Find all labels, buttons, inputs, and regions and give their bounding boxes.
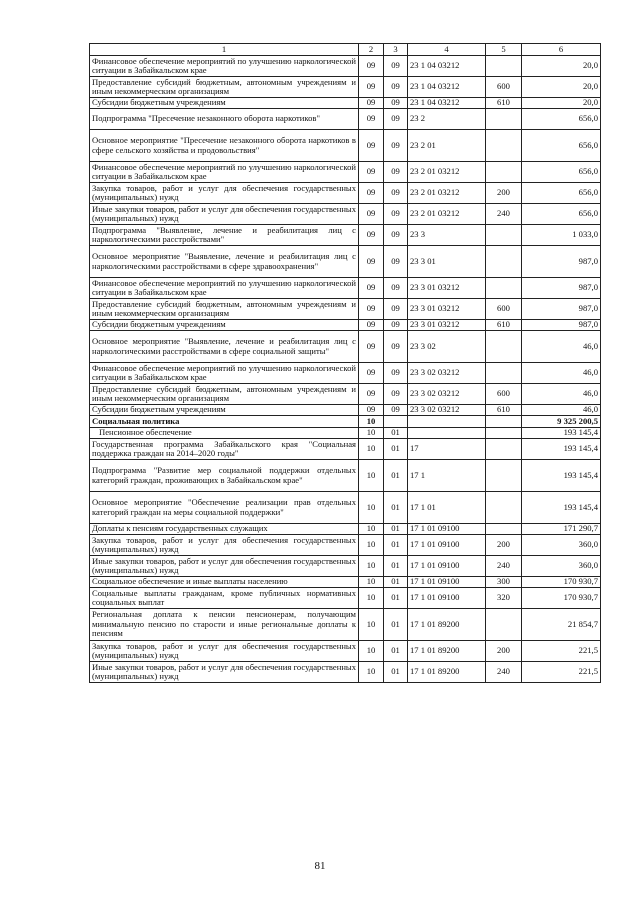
target-article-cell: 23 3 02 bbox=[408, 331, 486, 363]
target-article-cell: 23 2 01 03212 bbox=[408, 162, 486, 183]
amount-cell: 1 033,0 bbox=[522, 225, 601, 246]
row-name-cell: Социальное обеспечение и иные выплаты населению bbox=[90, 577, 359, 588]
section-code-cell: 09 bbox=[359, 363, 384, 384]
row-name-cell: Финансовое обеспечение мероприятий по улучшению наркологической ситуации в Забайкальском крае bbox=[90, 56, 359, 77]
expense-type-cell: 610 bbox=[486, 320, 522, 331]
table-row bbox=[90, 204, 601, 225]
table-row bbox=[90, 662, 601, 683]
expense-type-cell bbox=[486, 492, 522, 524]
subsection-code-cell: 09 bbox=[384, 405, 408, 416]
section-code-cell: 09 bbox=[359, 77, 384, 98]
table-row bbox=[90, 384, 601, 405]
row-name-cell: Иные закупки товаров, работ и услуг для обеспечения государственных (муниципальных) нужд bbox=[90, 204, 359, 225]
section-code-cell: 10 bbox=[359, 492, 384, 524]
target-article-cell: 23 3 01 bbox=[408, 246, 486, 278]
target-article-cell bbox=[408, 428, 486, 439]
expense-type-cell bbox=[486, 278, 522, 299]
section-code-cell: 09 bbox=[359, 98, 384, 109]
section-code-cell: 10 bbox=[359, 535, 384, 556]
subsection-code-cell: 01 bbox=[384, 439, 408, 460]
header-cell: 4 bbox=[408, 44, 486, 56]
subsection-code-cell: 09 bbox=[384, 204, 408, 225]
row-name-cell: Основное мероприятие "Пресечение незаконного оборота наркотиков в сфере сельского хозяйства и продовольствия" bbox=[90, 130, 359, 162]
section-code-cell: 09 bbox=[359, 246, 384, 278]
row-name-cell: Подпрограмма "Выявление, лечение и реабилитация лиц с наркологическими расстройствами" bbox=[90, 225, 359, 246]
subsection-code-cell: 09 bbox=[384, 384, 408, 405]
table-row bbox=[90, 460, 601, 492]
expense-type-cell bbox=[486, 331, 522, 363]
row-name-cell: Основное мероприятие "Выявление, лечение и реабилитация лиц с наркологическими расстройствами в сфере социальной защиты" bbox=[90, 331, 359, 363]
target-article-cell: 23 2 01 bbox=[408, 130, 486, 162]
expense-type-cell bbox=[486, 460, 522, 492]
target-article-cell bbox=[408, 416, 486, 428]
table-row bbox=[90, 77, 601, 98]
amount-cell: 987,0 bbox=[522, 246, 601, 278]
subsection-code-cell: 09 bbox=[384, 162, 408, 183]
table-row bbox=[90, 641, 601, 662]
amount-cell: 221,5 bbox=[522, 662, 601, 683]
row-name-cell: Социальные выплаты гражданам, кроме публичных нормативных социальных выплат bbox=[90, 588, 359, 609]
target-article-cell: 17 1 01 89200 bbox=[408, 662, 486, 683]
table-row bbox=[90, 109, 601, 130]
table-row bbox=[90, 492, 601, 524]
amount-cell: 987,0 bbox=[522, 320, 601, 331]
amount-cell: 193 145,4 bbox=[522, 460, 601, 492]
table-row bbox=[90, 130, 601, 162]
section-code-cell: 10 bbox=[359, 428, 384, 439]
subsection-code-cell: 09 bbox=[384, 225, 408, 246]
amount-cell: 20,0 bbox=[522, 56, 601, 77]
target-article-cell: 17 1 01 bbox=[408, 492, 486, 524]
amount-cell: 9 325 200,5 bbox=[522, 416, 601, 428]
amount-cell: 170 930,7 bbox=[522, 588, 601, 609]
subsection-code-cell: 01 bbox=[384, 524, 408, 535]
subsection-code-cell: 01 bbox=[384, 556, 408, 577]
section-code-cell: 09 bbox=[359, 299, 384, 320]
row-name-cell: Субсидии бюджетным учреждениям bbox=[90, 405, 359, 416]
amount-cell: 46,0 bbox=[522, 405, 601, 416]
expense-type-cell bbox=[486, 363, 522, 384]
table-row bbox=[90, 609, 601, 641]
section-code-cell: 09 bbox=[359, 331, 384, 363]
target-article-cell: 23 2 bbox=[408, 109, 486, 130]
subsection-code-cell: 01 bbox=[384, 577, 408, 588]
target-article-cell: 23 2 01 03212 bbox=[408, 204, 486, 225]
target-article-cell: 23 1 04 03212 bbox=[408, 77, 486, 98]
amount-cell: 656,0 bbox=[522, 204, 601, 225]
amount-cell: 170 930,7 bbox=[522, 577, 601, 588]
amount-cell: 360,0 bbox=[522, 535, 601, 556]
table-row bbox=[90, 524, 601, 535]
section-code-cell: 09 bbox=[359, 225, 384, 246]
expense-type-cell: 600 bbox=[486, 299, 522, 320]
section-code-cell: 09 bbox=[359, 183, 384, 204]
table-row bbox=[90, 278, 601, 299]
subsection-code-cell: 01 bbox=[384, 609, 408, 641]
row-name-cell: Субсидии бюджетным учреждениям bbox=[90, 320, 359, 331]
section-code-cell: 10 bbox=[359, 416, 384, 428]
expense-type-cell bbox=[486, 439, 522, 460]
page-number: 81 bbox=[314, 860, 326, 872]
target-article-cell: 17 1 01 09100 bbox=[408, 524, 486, 535]
row-name-cell: Региональная доплата к пенсии пенсионерам, получающим минимальную пенсию по старости и иные региональные доплаты к пенсиям bbox=[90, 609, 359, 641]
row-name-cell: Основное мероприятие "Обеспечение реализации прав отдельных категорий граждан на меры социальной поддержки" bbox=[90, 492, 359, 524]
amount-cell: 193 145,4 bbox=[522, 428, 601, 439]
expense-type-cell bbox=[486, 416, 522, 428]
subsection-code-cell: 01 bbox=[384, 460, 408, 492]
row-name-cell: Основное мероприятие "Выявление, лечение и реабилитация лиц с наркологическими расстройствами в сфере здравоохранения" bbox=[90, 246, 359, 278]
row-name-cell: Подпрограмма "Пресечение незаконного оборота наркотиков" bbox=[90, 109, 359, 130]
table-row bbox=[90, 416, 601, 428]
table-row bbox=[90, 577, 601, 588]
section-code-cell: 10 bbox=[359, 556, 384, 577]
amount-cell: 656,0 bbox=[522, 183, 601, 204]
amount-cell: 656,0 bbox=[522, 109, 601, 130]
section-code-cell: 09 bbox=[359, 384, 384, 405]
amount-cell: 46,0 bbox=[522, 363, 601, 384]
subsection-code-cell: 09 bbox=[384, 98, 408, 109]
expense-type-cell: 240 bbox=[486, 556, 522, 577]
table-row bbox=[90, 535, 601, 556]
amount-cell: 221,5 bbox=[522, 641, 601, 662]
section-code-cell: 10 bbox=[359, 662, 384, 683]
section-code-cell: 10 bbox=[359, 460, 384, 492]
amount-cell: 987,0 bbox=[522, 299, 601, 320]
table-row bbox=[90, 56, 601, 77]
section-code-cell: 09 bbox=[359, 320, 384, 331]
row-name-cell: Иные закупки товаров, работ и услуг для обеспечения государственных (муниципальных) нужд bbox=[90, 556, 359, 577]
section-code-cell: 10 bbox=[359, 439, 384, 460]
target-article-cell: 23 3 bbox=[408, 225, 486, 246]
subsection-code-cell: 01 bbox=[384, 535, 408, 556]
target-article-cell: 23 3 01 03212 bbox=[408, 320, 486, 331]
section-code-cell: 09 bbox=[359, 204, 384, 225]
row-name-cell: Иные закупки товаров, работ и услуг для обеспечения государственных (муниципальных) нужд bbox=[90, 662, 359, 683]
amount-cell: 21 854,7 bbox=[522, 609, 601, 641]
row-name-cell: Субсидии бюджетным учреждениям bbox=[90, 98, 359, 109]
table-row bbox=[90, 98, 601, 109]
target-article-cell: 23 3 02 03212 bbox=[408, 405, 486, 416]
header-row bbox=[90, 44, 601, 56]
section-code-cell: 10 bbox=[359, 524, 384, 535]
expense-type-cell: 240 bbox=[486, 204, 522, 225]
target-article-cell: 17 1 01 09100 bbox=[408, 577, 486, 588]
expense-type-cell: 610 bbox=[486, 405, 522, 416]
table-row bbox=[90, 428, 601, 439]
row-name-cell: Предоставление субсидий бюджетным, автономным учреждениям и иным некоммерческим организациям bbox=[90, 77, 359, 98]
expense-type-cell: 200 bbox=[486, 535, 522, 556]
section-code-cell: 09 bbox=[359, 109, 384, 130]
row-name-cell: Закупка товаров, работ и услуг для обеспечения государственных (муниципальных) нужд bbox=[90, 535, 359, 556]
section-code-cell: 09 bbox=[359, 405, 384, 416]
row-name-cell: Предоставление субсидий бюджетным, автономным учреждениям и иным некоммерческим организациям bbox=[90, 384, 359, 405]
amount-cell: 656,0 bbox=[522, 162, 601, 183]
expense-type-cell: 610 bbox=[486, 98, 522, 109]
table-row bbox=[90, 225, 601, 246]
expense-type-cell: 200 bbox=[486, 183, 522, 204]
row-name-cell: Финансовое обеспечение мероприятий по улучшению наркологической ситуации в Забайкальском крае bbox=[90, 278, 359, 299]
budget-table bbox=[89, 43, 601, 683]
expense-type-cell bbox=[486, 162, 522, 183]
section-code-cell: 09 bbox=[359, 130, 384, 162]
subsection-code-cell: 09 bbox=[384, 183, 408, 204]
subsection-code-cell: 01 bbox=[384, 662, 408, 683]
expense-type-cell bbox=[486, 428, 522, 439]
target-article-cell: 17 1 01 09100 bbox=[408, 535, 486, 556]
target-article-cell: 23 1 04 03212 bbox=[408, 56, 486, 77]
amount-cell: 193 145,4 bbox=[522, 492, 601, 524]
subsection-code-cell: 01 bbox=[384, 588, 408, 609]
subsection-code-cell: 09 bbox=[384, 363, 408, 384]
section-code-cell: 09 bbox=[359, 56, 384, 77]
expense-type-cell: 600 bbox=[486, 384, 522, 405]
expense-type-cell: 200 bbox=[486, 641, 522, 662]
subsection-code-cell: 09 bbox=[384, 246, 408, 278]
subsection-code-cell: 01 bbox=[384, 492, 408, 524]
amount-cell: 171 290,7 bbox=[522, 524, 601, 535]
section-code-cell: 10 bbox=[359, 588, 384, 609]
subsection-code-cell: 09 bbox=[384, 278, 408, 299]
amount-cell: 656,0 bbox=[522, 130, 601, 162]
target-article-cell: 23 3 01 03212 bbox=[408, 278, 486, 299]
table-row bbox=[90, 299, 601, 320]
row-name-cell: Пенсионное обеспечение bbox=[90, 428, 359, 439]
table-row bbox=[90, 183, 601, 204]
amount-cell: 193 145,4 bbox=[522, 439, 601, 460]
table-row bbox=[90, 405, 601, 416]
expense-type-cell bbox=[486, 109, 522, 130]
header-cell: 6 bbox=[522, 44, 601, 56]
target-article-cell: 23 3 01 03212 bbox=[408, 299, 486, 320]
amount-cell: 20,0 bbox=[522, 98, 601, 109]
expense-type-cell bbox=[486, 56, 522, 77]
expense-type-cell: 600 bbox=[486, 77, 522, 98]
row-name-cell: Государственная программа Забайкальского края "Социальная поддержка граждан на 2014–2020 годы" bbox=[90, 439, 359, 460]
section-code-cell: 10 bbox=[359, 577, 384, 588]
row-name-cell: Финансовое обеспечение мероприятий по улучшению наркологической ситуации в Забайкальском крае bbox=[90, 162, 359, 183]
target-article-cell: 17 1 01 89200 bbox=[408, 641, 486, 662]
section-code-cell: 09 bbox=[359, 278, 384, 299]
target-article-cell: 23 2 01 03212 bbox=[408, 183, 486, 204]
row-name-cell: Закупка товаров, работ и услуг для обеспечения государственных (муниципальных) нужд bbox=[90, 641, 359, 662]
subsection-code-cell: 09 bbox=[384, 130, 408, 162]
subsection-code-cell: 01 bbox=[384, 428, 408, 439]
target-article-cell: 17 1 01 09100 bbox=[408, 556, 486, 577]
amount-cell: 46,0 bbox=[522, 331, 601, 363]
table-row bbox=[90, 162, 601, 183]
section-code-cell: 10 bbox=[359, 609, 384, 641]
section-code-cell: 10 bbox=[359, 641, 384, 662]
expense-type-cell: 300 bbox=[486, 577, 522, 588]
table-row bbox=[90, 246, 601, 278]
expense-type-cell bbox=[486, 225, 522, 246]
subsection-code-cell: 01 bbox=[384, 641, 408, 662]
header-cell: 1 bbox=[90, 44, 359, 56]
expense-type-cell: 320 bbox=[486, 588, 522, 609]
subsection-code-cell: 09 bbox=[384, 56, 408, 77]
expense-type-cell: 240 bbox=[486, 662, 522, 683]
header-cell: 5 bbox=[486, 44, 522, 56]
row-name-cell: Доплаты к пенсиям государственных служащих bbox=[90, 524, 359, 535]
table-row bbox=[90, 439, 601, 460]
expense-type-cell bbox=[486, 130, 522, 162]
target-article-cell: 23 3 02 03212 bbox=[408, 363, 486, 384]
target-article-cell: 17 1 bbox=[408, 460, 486, 492]
subsection-code-cell: 09 bbox=[384, 109, 408, 130]
table-row bbox=[90, 331, 601, 363]
target-article-cell: 17 1 01 09100 bbox=[408, 588, 486, 609]
expense-type-cell bbox=[486, 524, 522, 535]
row-name-cell: Подпрограмма "Развитие мер социальной поддержки отдельных категорий граждан, проживающих в Забайкальском крае" bbox=[90, 460, 359, 492]
expense-type-cell bbox=[486, 609, 522, 641]
table-row bbox=[90, 556, 601, 577]
target-article-cell: 17 bbox=[408, 439, 486, 460]
section-code-cell: 09 bbox=[359, 162, 384, 183]
row-name-cell: Финансовое обеспечение мероприятий по улучшению наркологической ситуации в Забайкальском крае bbox=[90, 363, 359, 384]
table-row bbox=[90, 363, 601, 384]
header-cell: 3 bbox=[384, 44, 408, 56]
subsection-code-cell: 09 bbox=[384, 320, 408, 331]
amount-cell: 46,0 bbox=[522, 384, 601, 405]
target-article-cell: 17 1 01 89200 bbox=[408, 609, 486, 641]
amount-cell: 987,0 bbox=[522, 278, 601, 299]
subsection-code-cell bbox=[384, 416, 408, 428]
row-name-cell: Социальная политика bbox=[90, 416, 359, 428]
row-name-cell: Предоставление субсидий бюджетным, автономным учреждениям и иным некоммерческим организациям bbox=[90, 299, 359, 320]
table-row bbox=[90, 588, 601, 609]
amount-cell: 20,0 bbox=[522, 77, 601, 98]
subsection-code-cell: 09 bbox=[384, 77, 408, 98]
target-article-cell: 23 3 02 03212 bbox=[408, 384, 486, 405]
expense-type-cell bbox=[486, 246, 522, 278]
subsection-code-cell: 09 bbox=[384, 299, 408, 320]
subsection-code-cell: 09 bbox=[384, 331, 408, 363]
amount-cell: 360,0 bbox=[522, 556, 601, 577]
target-article-cell: 23 1 04 03212 bbox=[408, 98, 486, 109]
header-cell: 2 bbox=[359, 44, 384, 56]
row-name-cell: Закупка товаров, работ и услуг для обеспечения государственных (муниципальных) нужд bbox=[90, 183, 359, 204]
table-row bbox=[90, 320, 601, 331]
